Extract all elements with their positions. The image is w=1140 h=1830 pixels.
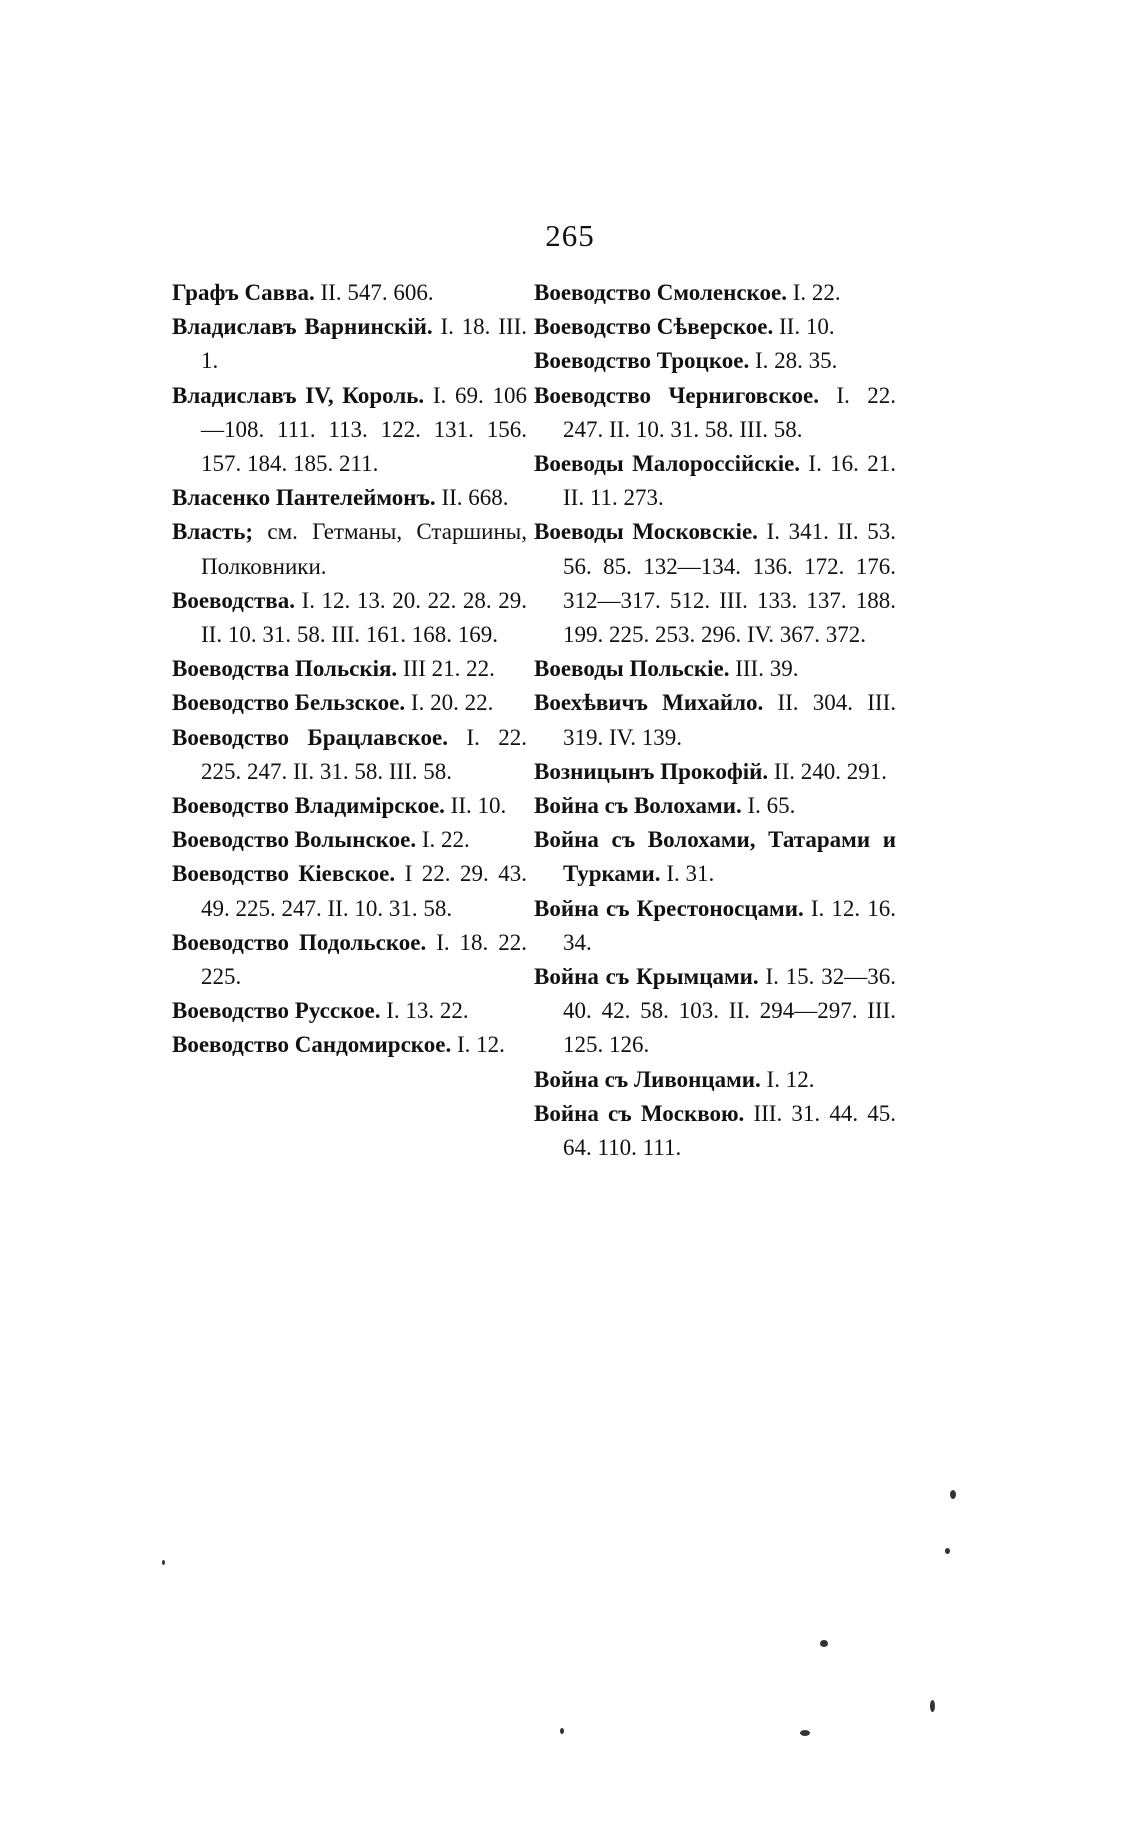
entry-references: I. 20. 22.	[410, 690, 494, 716]
entry-heading: Война съ Москвою.	[534, 1100, 745, 1126]
entry-heading: Война съ Крымцами.	[534, 964, 759, 990]
index-entry	[172, 857, 527, 925]
entry-references: I. 13. 22.	[386, 998, 469, 1024]
entry-references: I. 16. 21. II. 11. 273.	[563, 451, 896, 511]
entry-heading: Воеводы Польскіе.	[534, 656, 730, 682]
entry-heading: Власть;	[172, 519, 254, 545]
entry-references: I. 18. III. 1.	[201, 314, 528, 374]
index-entry	[172, 276, 527, 310]
entry-references: I. 22. 225. 247. II. 31. 58. III. 58.	[201, 724, 527, 784]
entry-heading: Воеводство Русское.	[172, 998, 381, 1024]
entry-references: III. 31. 44. 45. 64. 110. 111.	[563, 1100, 897, 1161]
entry-heading: Воеводство Кіевское.	[172, 861, 396, 887]
entry-heading: Воеводства Польскія.	[172, 656, 398, 682]
entry-heading: Война съ Крестоносцами.	[534, 895, 804, 921]
entry-references: I. 18. 22. 225.	[201, 929, 528, 990]
entry-heading: Воехѣвичъ Михайло.	[534, 690, 764, 716]
scan-speck	[950, 1490, 956, 1499]
index-entry	[172, 379, 527, 482]
entry-references: I. 31.	[666, 861, 715, 887]
entry-heading: Воеводы Московскіе.	[534, 519, 758, 545]
entry-references: I. 22.	[421, 827, 470, 853]
entry-heading: Власенко Пантелеймонъ.	[172, 485, 436, 511]
scan-speck	[930, 1700, 935, 1712]
scan-speck	[820, 1640, 828, 1647]
index-entry	[172, 789, 527, 823]
scan-speck	[800, 1730, 810, 1736]
entry-heading: Воеводство Черниговское.	[534, 382, 819, 408]
entry-heading: Воеводство Смоленское.	[534, 280, 787, 305]
index-entry	[172, 721, 527, 789]
entry-heading: Владиславъ Варнинскій.	[172, 314, 433, 340]
entry-heading: Воеводы Малороссійскіе.	[534, 451, 801, 477]
entry-heading: Владиславъ IV, Король.	[172, 382, 425, 408]
index-entry	[534, 686, 896, 754]
entry-references: I. 12. 16. 34.	[563, 895, 896, 955]
entry-heading: Воеводство Владимірское.	[172, 793, 445, 819]
index-entry	[534, 823, 896, 891]
entry-heading: Война съ Волохами, Татарами и Турками.	[534, 827, 896, 887]
entry-references: I. 341. II. 53. 56. 85. 132—134. 136. 172. 176. 312—317. 512. III. 133. 137. 188. 199. 225. 253. 296. IV. 367. 372.	[563, 519, 896, 648]
entry-heading: Воеводство Подольское.	[172, 929, 427, 955]
scan-speck	[945, 1548, 950, 1554]
scan-speck	[162, 1560, 165, 1565]
index-entry	[534, 515, 896, 652]
index-column-right	[534, 276, 896, 1165]
index-entry	[172, 481, 527, 515]
entry-heading: Воеводство Брацлавское.	[172, 724, 448, 750]
page-number: 265	[545, 218, 595, 253]
index-entry	[172, 310, 527, 378]
index-entry	[534, 960, 896, 1063]
index-entry	[534, 1097, 896, 1165]
index-column-left	[172, 276, 527, 1063]
entry-references: II. 304. III. 319. IV. 139.	[563, 690, 896, 750]
index-entry	[172, 686, 527, 720]
entry-references: II. 668.	[441, 485, 509, 511]
entry-references: III 21. 22.	[402, 656, 495, 682]
entry-references: II. 547. 606.	[320, 280, 434, 305]
entry-references: см. Гетманы, Старшины, Полковники.	[201, 519, 528, 579]
entry-references: II. 10.	[779, 314, 835, 340]
index-entry	[172, 584, 527, 652]
entry-references: I. 69. 106—108. 111. 113. 122. 131. 156. 157. 184. 185. 211.	[201, 382, 527, 477]
entry-references: I. 15. 32—36. 40. 42. 58. 103. II. 294—297. III. 125. 126.	[563, 964, 896, 1058]
index-entry	[534, 789, 896, 823]
index-entry	[534, 379, 896, 447]
entry-references: I 22. 29. 43. 49. 225. 247. II. 10. 31. 58.	[201, 861, 527, 921]
entry-heading: Воеводство Волынское.	[172, 827, 417, 853]
entry-references: I. 28. 35.	[754, 348, 838, 374]
entry-heading: Возницынъ Прокофій.	[534, 758, 769, 784]
index-entry	[534, 755, 896, 789]
scan-speck	[560, 1728, 564, 1734]
index-entry	[172, 823, 527, 857]
index-entry	[172, 994, 527, 1028]
index-entry	[534, 447, 896, 515]
entry-heading: Воеводство Троцкое.	[534, 348, 750, 374]
entry-heading: Война съ Ливонцами.	[534, 1066, 761, 1092]
index-entry	[172, 515, 527, 583]
index-entry	[172, 926, 527, 994]
index-entry	[534, 276, 896, 310]
entry-heading: Воеводства.	[172, 587, 295, 613]
entry-references: I. 22.	[792, 280, 841, 305]
entry-heading: Воеводство Сандомирское.	[172, 1032, 452, 1058]
entry-references: II. 10.	[450, 793, 507, 819]
index-entry	[172, 652, 527, 686]
entry-references: II. 240. 291.	[773, 758, 887, 784]
index-entry	[172, 1028, 527, 1062]
index-entry	[534, 310, 896, 344]
entry-references: I. 65.	[747, 793, 796, 819]
entry-references: I. 12. 13. 20. 22. 28. 29. II. 10. 31. 58. III. 161. 168. 169.	[201, 587, 527, 648]
entry-heading: Воеводство Бельзское.	[172, 690, 406, 716]
entry-references: I. 12.	[766, 1066, 815, 1092]
entry-references: III. 39.	[735, 656, 799, 682]
entry-heading: Война съ Волохами.	[534, 793, 742, 819]
index-entry	[534, 652, 896, 686]
index-entry	[534, 344, 896, 378]
entry-heading: Воеводство Сѣверское.	[534, 314, 774, 340]
index-entry	[534, 892, 896, 960]
entry-references: I. 12.	[456, 1032, 505, 1058]
entry-references: I. 22. 247. II. 10. 31. 58. III. 58.	[563, 382, 896, 442]
entry-heading: Графъ Савва.	[172, 280, 315, 305]
index-entry	[534, 1063, 896, 1097]
